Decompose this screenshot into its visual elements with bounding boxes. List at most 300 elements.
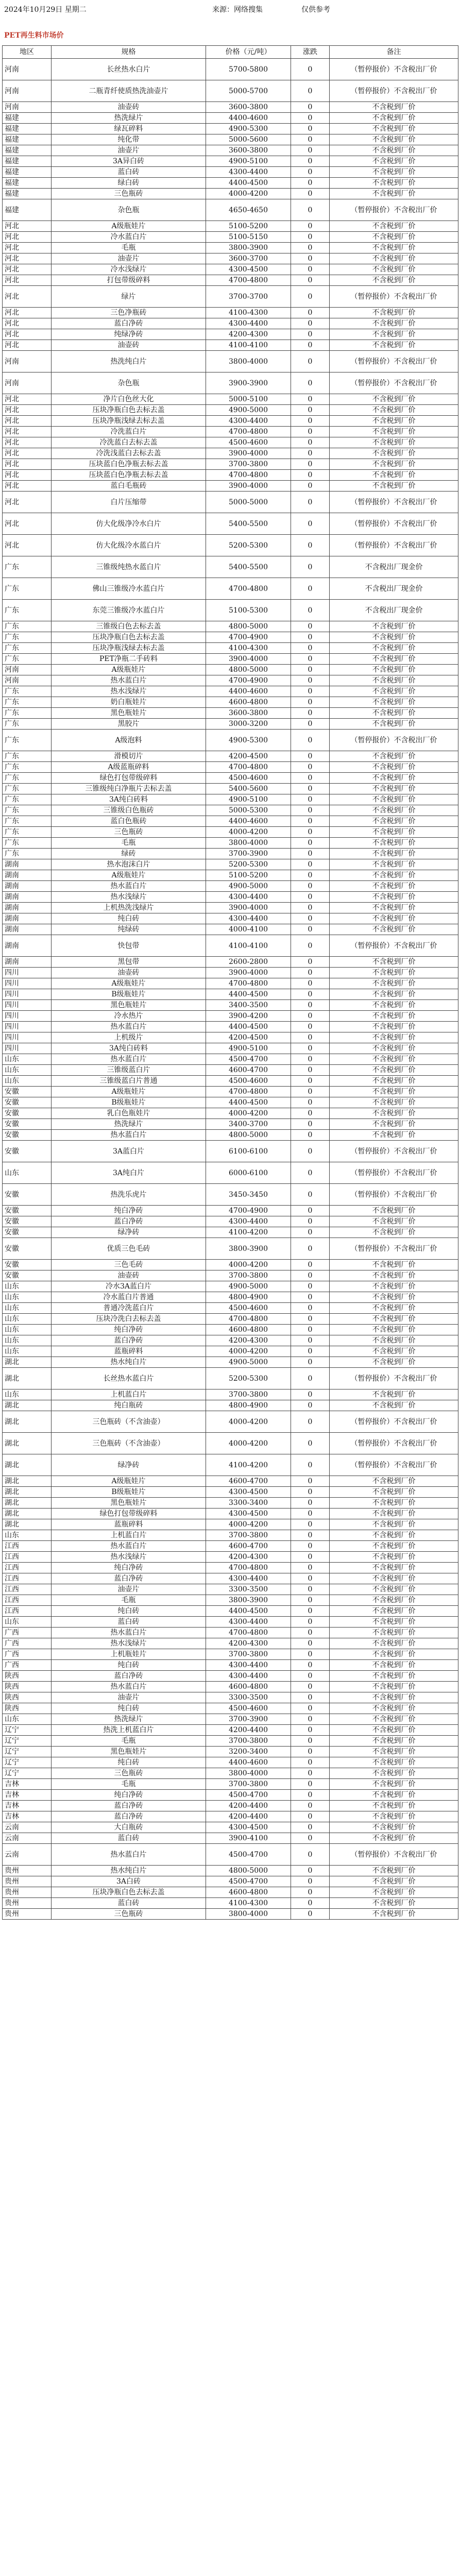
spec-cell: 油壶片 <box>52 145 206 156</box>
price-cell: 6100-6100 <box>206 1141 291 1162</box>
price-cell: 4900-5100 <box>206 156 291 167</box>
table-row <box>3 1617 458 1628</box>
change-cell: 0 <box>291 751 330 762</box>
remark-cell: 不含税到厂价 <box>330 459 458 470</box>
table-row <box>3 253 458 264</box>
table-row <box>3 632 458 643</box>
table-row <box>3 189 458 199</box>
remark-cell: 不含税到厂价 <box>330 1747 458 1757</box>
region-cell: 安徽 <box>3 1260 52 1270</box>
remark-cell: （暂停报价）不含税出厂价 <box>330 1368 458 1389</box>
price-cell: 5000-5700 <box>206 80 291 102</box>
spec-cell: 长丝热水白片 <box>52 59 206 80</box>
price-cell: 4400-4600 <box>206 816 291 827</box>
change-cell: 0 <box>291 1389 330 1400</box>
remark-cell: 不含税到厂价 <box>330 708 458 719</box>
remark-cell: 不含税到厂价 <box>330 1487 458 1498</box>
table-row <box>3 492 458 513</box>
spec-cell: 绿净砖 <box>52 1227 206 1238</box>
table-row <box>3 935 458 957</box>
spec-cell: 纯白净砖 <box>52 1790 206 1801</box>
table-row <box>3 1768 458 1779</box>
table-row <box>3 654 458 665</box>
region-cell: 辽宁 <box>3 1768 52 1779</box>
spec-cell: 上机热洗浅绿片 <box>52 903 206 913</box>
remark-cell: 不含税到厂价 <box>330 870 458 881</box>
region-cell: 广东 <box>3 773 52 784</box>
table-row <box>3 751 458 762</box>
change-cell: 0 <box>291 1822 330 1833</box>
table-row <box>3 1054 458 1065</box>
price-cell: 3450-3450 <box>206 1184 291 1206</box>
region-cell: 贵州 <box>3 1909 52 1920</box>
change-cell: 0 <box>291 1281 330 1292</box>
region-cell: 河北 <box>3 481 52 492</box>
change-cell: 0 <box>291 1022 330 1032</box>
table-row <box>3 1736 458 1747</box>
price-cell: 5200-5300 <box>206 859 291 870</box>
table-row <box>3 1325 458 1335</box>
remark-cell: 不含税到厂价 <box>330 957 458 968</box>
spec-cell: 杂色瓶 <box>52 372 206 394</box>
report-source: 来源：网络搜集 <box>212 6 263 14</box>
change-cell: 0 <box>291 1519 330 1530</box>
spec-cell: 纯白砖 <box>52 1703 206 1714</box>
price-cell: 5100-5300 <box>206 600 291 621</box>
table-row <box>3 329 458 340</box>
spec-cell: 热水浅绿片 <box>52 686 206 697</box>
remark-cell: 不含税到厂价 <box>330 827 458 838</box>
spec-cell: 热水浅绿片 <box>52 1552 206 1563</box>
price-cell: 4200-4400 <box>206 1811 291 1822</box>
region-cell: 广西 <box>3 1628 52 1638</box>
table-row <box>3 1292 458 1303</box>
table-row <box>3 1011 458 1022</box>
change-cell: 0 <box>291 621 330 632</box>
table-row <box>3 459 458 470</box>
spec-cell: 大白瓶砖 <box>52 1822 206 1833</box>
spec-cell: 毛瓶 <box>52 838 206 849</box>
region-cell: 江西 <box>3 1606 52 1617</box>
price-cell: 4800-4900 <box>206 1400 291 1411</box>
spec-cell: 三色瓶砖 <box>52 189 206 199</box>
price-table <box>2 45 458 1920</box>
region-cell: 安徽 <box>3 1206 52 1216</box>
table-row <box>3 178 458 189</box>
change-cell: 0 <box>291 719 330 730</box>
region-cell: 广西 <box>3 1649 52 1660</box>
remark-cell: 不含税到厂价 <box>330 697 458 708</box>
remark-cell: 不含税到厂价 <box>330 675 458 686</box>
remark-cell: 不含税到厂价 <box>330 1552 458 1563</box>
region-cell: 河北 <box>3 232 52 243</box>
table-row <box>3 1335 458 1346</box>
spec-cell: 纯白砖 <box>52 1660 206 1671</box>
change-cell: 0 <box>291 535 330 556</box>
change-cell: 0 <box>291 481 330 492</box>
change-cell: 0 <box>291 978 330 989</box>
table-row <box>3 1043 458 1054</box>
region-cell: 河北 <box>3 286 52 308</box>
spec-cell: 绿瓦碎料 <box>52 124 206 134</box>
region-cell: 安徽 <box>3 1184 52 1206</box>
spec-cell: 压块净瓶白色去标去盖 <box>52 632 206 643</box>
price-cell: 4700-4800 <box>206 1628 291 1638</box>
region-cell: 山东 <box>3 1335 52 1346</box>
change-cell: 0 <box>291 1270 330 1281</box>
change-cell: 0 <box>291 708 330 719</box>
price-cell: 4300-4400 <box>206 1671 291 1682</box>
price-cell: 4700-4900 <box>206 1206 291 1216</box>
region-cell: 云南 <box>3 1833 52 1844</box>
price-cell: 4400-4600 <box>206 113 291 124</box>
spec-cell: 冷水蓝白片普通 <box>52 1292 206 1303</box>
remark-cell: 不含税到厂价 <box>330 1725 458 1736</box>
remark-cell: 不含税出厂现金价 <box>330 578 458 600</box>
change-cell: 0 <box>291 654 330 665</box>
spec-cell: 冷水热片 <box>52 1011 206 1022</box>
price-cell: 4100-4100 <box>206 935 291 957</box>
table-row <box>3 805 458 816</box>
change-cell: 0 <box>291 1303 330 1314</box>
change-cell: 0 <box>291 1811 330 1822</box>
spec-cell: 蓝白砖 <box>52 167 206 178</box>
region-cell: 河北 <box>3 329 52 340</box>
region-cell: 湖北 <box>3 1487 52 1498</box>
price-cell: 3300-3400 <box>206 1498 291 1509</box>
remark-cell: （暂停报价）不含税出厂价 <box>330 1433 458 1454</box>
spec-cell: 压块净瓶浅绿去标去盖 <box>52 416 206 427</box>
change-cell: 0 <box>291 513 330 535</box>
table-row <box>3 1790 458 1801</box>
change-cell: 0 <box>291 913 330 924</box>
table-row <box>3 1628 458 1638</box>
price-cell: 4900-5100 <box>206 1043 291 1054</box>
change-cell: 0 <box>291 1400 330 1411</box>
table-row <box>3 134 458 145</box>
remark-cell: 不含税到厂价 <box>330 243 458 253</box>
change-cell: 0 <box>291 286 330 308</box>
price-cell: 3700-3900 <box>206 1714 291 1725</box>
remark-cell: 不含税到厂价 <box>330 1022 458 1032</box>
remark-cell: 不含税到厂价 <box>330 654 458 665</box>
region-cell: 安徽 <box>3 1108 52 1119</box>
remark-cell: 不含税到厂价 <box>330 318 458 329</box>
region-cell: 河南 <box>3 351 52 372</box>
change-cell: 0 <box>291 665 330 675</box>
price-cell: 4200-4300 <box>206 1552 291 1563</box>
table-row <box>3 827 458 838</box>
table-row <box>3 1216 458 1227</box>
region-cell: 吉林 <box>3 1779 52 1790</box>
remark-cell: （暂停报价）不含税出厂价 <box>330 1238 458 1260</box>
remark-cell: 不含税到厂价 <box>330 816 458 827</box>
remark-cell: 不含税到厂价 <box>330 1400 458 1411</box>
spec-cell: 绿色打包带级碎料 <box>52 1509 206 1519</box>
change-cell: 0 <box>291 578 330 600</box>
price-cell: 4900-5100 <box>206 794 291 805</box>
spec-cell: 三色瓶砖（不含油壶） <box>52 1411 206 1433</box>
spec-cell: B级瓶娃片 <box>52 989 206 1000</box>
change-cell: 0 <box>291 1087 330 1097</box>
table-row <box>3 838 458 849</box>
spec-cell: 毛瓶 <box>52 1595 206 1606</box>
region-cell: 江西 <box>3 1541 52 1552</box>
change-cell: 0 <box>291 1703 330 1714</box>
change-cell: 0 <box>291 1617 330 1628</box>
region-cell: 河南 <box>3 80 52 102</box>
remark-cell: 不含税到厂价 <box>330 156 458 167</box>
spec-cell: 绿砖 <box>52 849 206 859</box>
table-row <box>3 167 458 178</box>
table-row <box>3 1822 458 1833</box>
table-row <box>3 870 458 881</box>
change-cell: 0 <box>291 1097 330 1108</box>
table-row <box>3 708 458 719</box>
remark-cell: 不含税到厂价 <box>330 1692 458 1703</box>
spec-cell: 黑色瓶娃片 <box>52 1747 206 1757</box>
remark-cell: 不含税到厂价 <box>330 924 458 935</box>
table-row <box>3 427 458 437</box>
remark-cell: （暂停报价）不含税出厂价 <box>330 351 458 372</box>
price-cell: 4100-4200 <box>206 1227 291 1238</box>
remark-cell: （暂停报价）不含税出厂价 <box>330 1844 458 1866</box>
remark-cell: 不含税到厂价 <box>330 1822 458 1833</box>
change-cell: 0 <box>291 989 330 1000</box>
spec-cell: 三锥级白色去标去盖 <box>52 621 206 632</box>
price-cell: 3800-3900 <box>206 243 291 253</box>
spec-cell: 热水蓝白片 <box>52 1541 206 1552</box>
remark-cell: 不含税到厂价 <box>330 1790 458 1801</box>
change-cell: 0 <box>291 1065 330 1076</box>
table-row <box>3 1389 458 1400</box>
spec-cell: 奶白瓶娃片 <box>52 697 206 708</box>
price-cell: 4600-4800 <box>206 1325 291 1335</box>
change-cell: 0 <box>291 275 330 286</box>
change-cell: 0 <box>291 957 330 968</box>
change-cell: 0 <box>291 827 330 838</box>
table-row <box>3 351 458 372</box>
table-row <box>3 773 458 784</box>
region-cell: 湖北 <box>3 1454 52 1476</box>
spec-cell: 蓝白净砖 <box>52 1335 206 1346</box>
remark-cell: 不含税到厂价 <box>330 1757 458 1768</box>
change-cell: 0 <box>291 1141 330 1162</box>
price-cell: 4700-4800 <box>206 1314 291 1325</box>
change-cell: 0 <box>291 838 330 849</box>
region-cell: 四川 <box>3 1011 52 1022</box>
change-cell: 0 <box>291 1649 330 1660</box>
change-cell: 0 <box>291 1454 330 1476</box>
table-row <box>3 481 458 492</box>
spec-cell: A级瓶娃片 <box>52 1087 206 1097</box>
change-cell: 0 <box>291 600 330 621</box>
region-cell: 河南 <box>3 372 52 394</box>
table-row <box>3 286 458 308</box>
change-cell: 0 <box>291 1216 330 1227</box>
price-cell: 3600-3800 <box>206 102 291 113</box>
remark-cell: 不含税到厂价 <box>330 253 458 264</box>
remark-cell: 不含税到厂价 <box>330 134 458 145</box>
region-cell: 河北 <box>3 405 52 416</box>
change-cell: 0 <box>291 243 330 253</box>
remark-cell: 不含税到厂价 <box>330 686 458 697</box>
spec-cell: 东莞三锥级冷水蓝白片 <box>52 600 206 621</box>
table-row <box>3 372 458 394</box>
spec-cell: 绿片 <box>52 286 206 308</box>
price-cell: 5000-5000 <box>206 492 291 513</box>
table-row <box>3 470 458 481</box>
table-row <box>3 243 458 253</box>
column-header-price: 价格（元/吨） <box>206 46 291 59</box>
price-cell: 3600-3700 <box>206 253 291 264</box>
table-row <box>3 697 458 708</box>
remark-cell: 不含税到厂价 <box>330 989 458 1000</box>
table-row <box>3 1692 458 1703</box>
region-cell: 湖南 <box>3 859 52 870</box>
spec-cell: 油壶砖 <box>52 968 206 978</box>
price-cell: 5400-5500 <box>206 556 291 578</box>
table-row <box>3 1757 458 1768</box>
remark-cell: 不含税到厂价 <box>330 437 458 448</box>
spec-cell: 蓝白砖 <box>52 1833 206 1844</box>
remark-cell: 不含税到厂价 <box>330 1000 458 1011</box>
remark-cell: 不含税到厂价 <box>330 1011 458 1022</box>
change-cell: 0 <box>291 470 330 481</box>
remark-cell: 不含税到厂价 <box>330 632 458 643</box>
change-cell: 0 <box>291 1876 330 1887</box>
price-cell: 3000-3200 <box>206 719 291 730</box>
change-cell: 0 <box>291 816 330 827</box>
price-cell: 3700-3800 <box>206 1779 291 1790</box>
spec-cell: 优质三色毛砖 <box>52 1238 206 1260</box>
spec-cell: 热水浅绿片 <box>52 892 206 903</box>
table-row <box>3 1714 458 1725</box>
remark-cell: 不含税到厂价 <box>330 1260 458 1270</box>
change-cell: 0 <box>291 881 330 892</box>
region-cell: 河北 <box>3 394 52 405</box>
price-cell: 4700-4800 <box>206 427 291 437</box>
change-cell: 0 <box>291 145 330 156</box>
remark-cell: （暂停报价）不含税出厂价 <box>330 1141 458 1162</box>
remark-cell: 不含税到厂价 <box>330 1530 458 1541</box>
price-cell: 4100-4300 <box>206 1898 291 1909</box>
price-cell: 4500-4600 <box>206 437 291 448</box>
price-cell: 4700-4900 <box>206 632 291 643</box>
price-cell: 4600-4700 <box>206 1541 291 1552</box>
change-cell: 0 <box>291 221 330 232</box>
region-cell: 广东 <box>3 849 52 859</box>
table-row <box>3 1638 458 1649</box>
region-cell: 河北 <box>3 513 52 535</box>
region-cell: 湖北 <box>3 1368 52 1389</box>
spec-cell: 三色瓶砖 <box>52 827 206 838</box>
remark-cell: 不含税到厂价 <box>330 1346 458 1357</box>
change-cell: 0 <box>291 1606 330 1617</box>
price-cell: 4500-4700 <box>206 1876 291 1887</box>
spec-cell: 蓝白净砖 <box>52 1811 206 1822</box>
region-cell: 广东 <box>3 816 52 827</box>
change-cell: 0 <box>291 427 330 437</box>
spec-cell: A级瓶娃片 <box>52 870 206 881</box>
table-row <box>3 1530 458 1541</box>
table-row <box>3 621 458 632</box>
change-cell: 0 <box>291 1844 330 1866</box>
spec-cell: 毛瓶 <box>52 1736 206 1747</box>
price-cell: 3400-3500 <box>206 1000 291 1011</box>
report-date: 2024年10月29日 星期二 <box>4 6 87 14</box>
table-row <box>3 1595 458 1606</box>
region-cell: 广东 <box>3 578 52 600</box>
price-cell: 4400-4600 <box>206 1757 291 1768</box>
remark-cell: 不含税到厂价 <box>330 1768 458 1779</box>
price-cell: 4700-4900 <box>206 675 291 686</box>
change-cell: 0 <box>291 124 330 134</box>
spec-cell: 3A蓝白片 <box>52 1141 206 1162</box>
change-cell: 0 <box>291 167 330 178</box>
table-row <box>3 513 458 535</box>
spec-cell: 普通冷洗蓝白片 <box>52 1303 206 1314</box>
table-row <box>3 1487 458 1498</box>
price-cell: 4000-4200 <box>206 1260 291 1270</box>
spec-cell: 打包带级碎料 <box>52 275 206 286</box>
region-cell: 云南 <box>3 1844 52 1866</box>
price-cell: 4300-4400 <box>206 167 291 178</box>
spec-cell: 蓝白净砖 <box>52 318 206 329</box>
table-row <box>3 675 458 686</box>
remark-cell: 不含税到厂价 <box>330 102 458 113</box>
table-row <box>3 1162 458 1184</box>
change-cell: 0 <box>291 1357 330 1368</box>
region-cell: 陕西 <box>3 1692 52 1703</box>
table-row <box>3 405 458 416</box>
spec-cell: 纯化带 <box>52 134 206 145</box>
table-row <box>3 1671 458 1682</box>
region-cell: 江西 <box>3 1584 52 1595</box>
spec-cell: 纯白砖 <box>52 913 206 924</box>
spec-cell: 三色瓶砖（不含油壶） <box>52 1433 206 1454</box>
spec-cell: 3A纯白砖料 <box>52 1043 206 1054</box>
spec-cell: 3A白砖 <box>52 1876 206 1887</box>
spec-cell: 压块蓝白色净瓶去标去盖 <box>52 459 206 470</box>
remark-cell: 不含税到厂价 <box>330 1519 458 1530</box>
region-cell: 湖南 <box>3 924 52 935</box>
change-cell: 0 <box>291 459 330 470</box>
table-row <box>3 1411 458 1433</box>
spec-cell: 压块冷洗白去标去盖 <box>52 1314 206 1325</box>
region-cell: 安徽 <box>3 1119 52 1130</box>
remark-cell: 不含税到厂价 <box>330 470 458 481</box>
price-cell: 4400-4500 <box>206 1097 291 1108</box>
spec-cell: 热水蓝白片 <box>52 675 206 686</box>
remark-cell: （暂停报价）不含税出厂价 <box>330 372 458 394</box>
price-cell: 4800-5000 <box>206 665 291 675</box>
price-cell: 4900-5000 <box>206 1281 291 1292</box>
region-cell: 湖北 <box>3 1357 52 1368</box>
spec-cell: 油壶砖 <box>52 340 206 351</box>
price-cell: 4100-4100 <box>206 340 291 351</box>
change-cell: 0 <box>291 1898 330 1909</box>
change-cell: 0 <box>291 1552 330 1563</box>
spec-cell: 上机蓝白片 <box>52 1389 206 1400</box>
remark-cell: 不含税到厂价 <box>330 1087 458 1097</box>
change-cell: 0 <box>291 372 330 394</box>
remark-cell: 不含税到厂价 <box>330 1043 458 1054</box>
price-cell: 4000-4200 <box>206 1346 291 1357</box>
remark-cell: 不含税到厂价 <box>330 665 458 675</box>
remark-cell: 不含税到厂价 <box>330 1314 458 1325</box>
price-cell: 3600-3800 <box>206 145 291 156</box>
